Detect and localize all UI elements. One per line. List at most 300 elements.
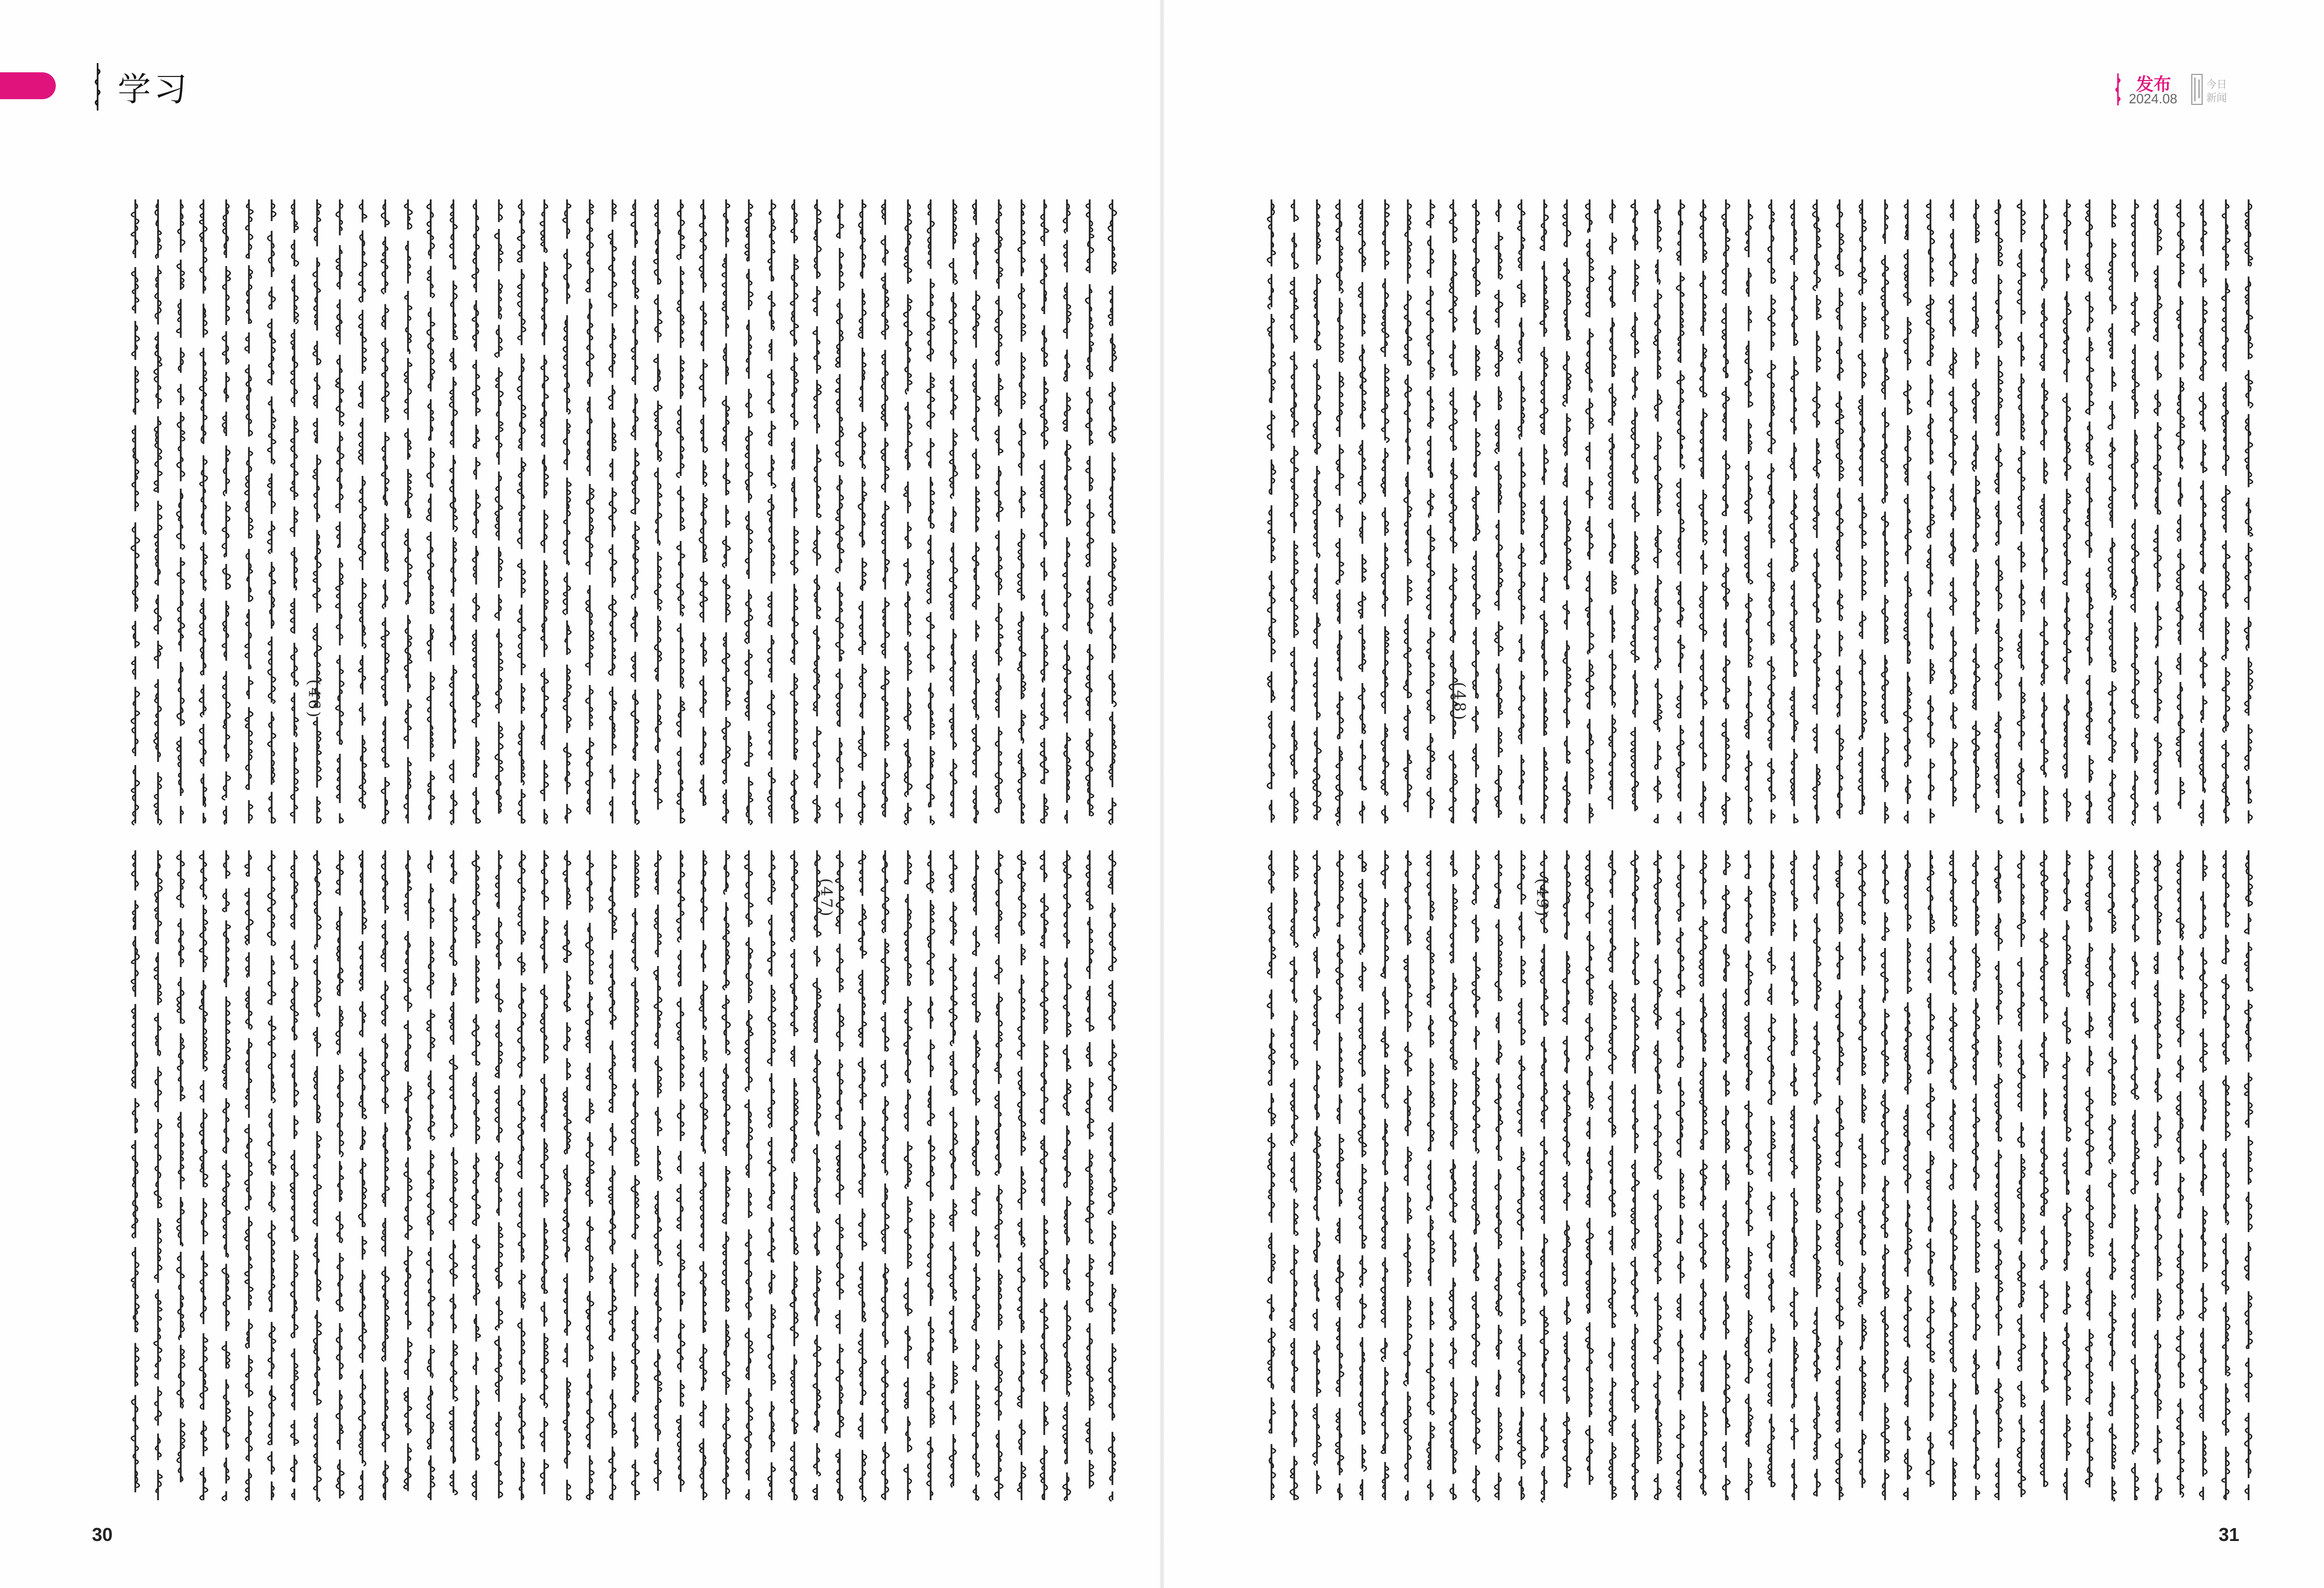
- script-word: [473, 1352, 478, 1375]
- script-word: [2222, 740, 2229, 823]
- script-word: [1722, 563, 1730, 610]
- script-word: [472, 630, 480, 727]
- script-word: [1426, 1338, 1434, 1415]
- script-word: [1862, 555, 1866, 600]
- script-word: [1041, 199, 1048, 246]
- script-word: [2018, 332, 2024, 366]
- script-word: [1699, 490, 1707, 545]
- script-word: [791, 353, 798, 430]
- script-word: [1022, 944, 1025, 965]
- script-word: [1040, 377, 1048, 449]
- script-word: [2249, 1136, 2253, 1185]
- script-word: [1723, 850, 1730, 875]
- script-word: [1995, 711, 2001, 798]
- script-word: [587, 299, 594, 387]
- script-word: [1381, 850, 1388, 889]
- script-word: [814, 444, 821, 518]
- script-word: [1540, 1306, 1548, 1404]
- script-word: [928, 1039, 934, 1077]
- script-word: [681, 355, 684, 399]
- script-word: [1950, 578, 1956, 616]
- script-word: [1926, 1151, 1934, 1232]
- script-word: [858, 289, 866, 339]
- paragraph-marker-47: (47): [817, 878, 835, 918]
- script-word: [1654, 1100, 1662, 1180]
- script-word: [723, 458, 730, 495]
- script-word: [1518, 199, 1525, 271]
- script-word: [2201, 1206, 2207, 1272]
- script-word: [2245, 414, 2253, 488]
- script-word: [2064, 850, 2070, 911]
- script-word: [1521, 814, 1525, 824]
- script-word: [2041, 1226, 2047, 1270]
- script-word: [2200, 1029, 2207, 1073]
- script-word: [2109, 1381, 2114, 1416]
- script-word: [404, 1157, 412, 1240]
- script-word: [1267, 902, 1275, 978]
- script-word: [1041, 1298, 1048, 1392]
- script-word: [1700, 850, 1707, 909]
- script-word: [1337, 850, 1343, 927]
- script-word: [2131, 1204, 2139, 1299]
- script-word: [541, 668, 548, 750]
- script-word: [724, 850, 729, 895]
- script-word: [1790, 687, 1798, 742]
- script-word: [881, 1060, 887, 1087]
- script-word: [1336, 444, 1343, 496]
- script-word: [1404, 1234, 1411, 1287]
- script-word: [1450, 1337, 1456, 1369]
- script-word: [837, 199, 843, 239]
- script-word: [791, 1441, 797, 1500]
- script-word: [1086, 499, 1094, 567]
- script-word: [1563, 258, 1571, 340]
- script-word: [1017, 1252, 1025, 1333]
- script-word: [1336, 1218, 1340, 1243]
- script-word: [382, 432, 389, 506]
- script-word: [1631, 199, 1638, 251]
- script-word: [613, 417, 616, 451]
- script-word: [2085, 473, 2092, 558]
- script-word: [1086, 728, 1093, 816]
- script-word: [2222, 1233, 2229, 1294]
- script-word: [1291, 1079, 1298, 1146]
- script-word: [1723, 1160, 1730, 1190]
- script-word: [1767, 360, 1776, 454]
- script-word: [1790, 1287, 1798, 1330]
- script-word: [1563, 1412, 1571, 1488]
- script-word: [1997, 1346, 2001, 1369]
- script-word: [132, 656, 135, 679]
- script-word: [427, 266, 434, 298]
- script-word: [655, 1056, 662, 1098]
- script-word: [767, 915, 775, 977]
- script-word: [814, 946, 820, 967]
- script-word: [449, 1240, 457, 1287]
- script-word: [199, 850, 207, 899]
- script-word: [1585, 1322, 1593, 1418]
- script-word: [1768, 1359, 1771, 1407]
- script-word: [632, 1306, 639, 1402]
- script-word: [449, 1406, 456, 1464]
- script-word: [541, 985, 548, 1063]
- script-word: [450, 1294, 456, 1333]
- script-word: [1767, 558, 1775, 645]
- script-word: [1632, 491, 1639, 522]
- script-word: [609, 488, 616, 537]
- script-word: [1858, 1263, 1866, 1306]
- script-word: [2176, 377, 2185, 469]
- script-word: [1018, 1166, 1026, 1210]
- script-word: [268, 473, 275, 514]
- script-word: [2154, 525, 2161, 592]
- script-word: [677, 541, 685, 616]
- script-word: [1110, 333, 1117, 372]
- script-word: [1814, 913, 1821, 1011]
- script-word: [131, 199, 138, 258]
- script-word: [1086, 1418, 1092, 1454]
- script-word: [837, 1004, 844, 1051]
- script-word: [451, 281, 458, 340]
- script-word: [1358, 591, 1365, 619]
- script-word: [472, 1014, 480, 1065]
- script-word: [541, 760, 548, 801]
- script-word: [1609, 519, 1615, 564]
- script-word: [223, 412, 226, 437]
- script-word: [222, 601, 228, 661]
- script-word: [1678, 812, 1681, 823]
- script-word: [1497, 1040, 1502, 1065]
- script-word: [154, 416, 162, 493]
- script-word: [132, 850, 138, 891]
- script-word: [1018, 1218, 1025, 1248]
- script-word: [247, 676, 253, 699]
- script-word: [223, 1379, 230, 1450]
- script-word: [836, 1449, 842, 1501]
- script-word: [881, 501, 889, 589]
- script-word: [1495, 1073, 1503, 1161]
- script-word: [1381, 805, 1388, 823]
- script-word: [1381, 723, 1389, 796]
- script-word: [427, 1247, 435, 1338]
- script-word: [768, 1137, 776, 1211]
- left-page-upper-text: [124, 196, 1131, 827]
- script-word: [2044, 1088, 2047, 1119]
- script-word: [586, 685, 593, 730]
- script-word: [2154, 199, 2162, 255]
- script-word: [1404, 1085, 1411, 1136]
- script-word: [272, 1482, 274, 1500]
- script-word: [563, 1273, 571, 1336]
- script-word: [2222, 199, 2230, 271]
- script-word: [1426, 1160, 1432, 1210]
- script-word: [473, 737, 479, 777]
- script-word: [632, 1250, 639, 1297]
- script-word: [1586, 1147, 1592, 1208]
- script-word: [177, 1252, 184, 1340]
- script-word: [1292, 1400, 1297, 1447]
- script-word: [563, 477, 571, 565]
- script-word: [814, 1222, 820, 1256]
- script-word: [2109, 1238, 2115, 1280]
- script-word: [199, 199, 207, 293]
- script-word: [1860, 1314, 1866, 1350]
- script-word: [1882, 348, 1889, 400]
- script-word: [1517, 280, 1525, 307]
- script-word: [1404, 1296, 1412, 1386]
- script-word: [1927, 471, 1935, 538]
- script-word: [700, 774, 705, 806]
- script-word: [701, 940, 705, 972]
- script-word: [814, 380, 821, 433]
- script-word: [995, 726, 1002, 813]
- script-word: [745, 1229, 752, 1320]
- script-word: [133, 366, 138, 415]
- script-word: [1700, 1279, 1706, 1340]
- script-word: [1541, 1037, 1547, 1129]
- script-word: [2199, 800, 2203, 826]
- script-word: [1745, 886, 1752, 944]
- script-word: [1862, 1084, 1866, 1124]
- script-word: [1949, 1379, 1956, 1450]
- script-word: [427, 532, 434, 614]
- script-word: [154, 1218, 162, 1283]
- script-word: [1042, 589, 1047, 616]
- script-word: [1336, 199, 1343, 293]
- script-word: [1609, 266, 1615, 308]
- script-word: [2017, 199, 2025, 242]
- script-word: [950, 1306, 957, 1353]
- script-word: [2244, 1242, 2251, 1281]
- script-word: [814, 574, 821, 619]
- script-word: [1041, 622, 1048, 682]
- script-word: [1519, 447, 1525, 535]
- script-word: [2085, 291, 2093, 332]
- script-word: [499, 279, 503, 319]
- script-word: [837, 738, 843, 789]
- script-word: [723, 536, 730, 568]
- script-word: [904, 294, 912, 395]
- script-word: [1473, 1242, 1479, 1281]
- script-word: [1882, 850, 1889, 904]
- script-word: [427, 1150, 434, 1241]
- script-word: [1949, 528, 1955, 567]
- script-word: [1926, 199, 1934, 287]
- script-word: [1268, 1328, 1275, 1389]
- script-word: [2200, 728, 2206, 793]
- script-word: [359, 310, 366, 374]
- script-word: [1949, 1003, 1957, 1089]
- script-word: [1926, 1083, 1935, 1141]
- script-word: [678, 1151, 681, 1174]
- script-word: [1654, 289, 1661, 379]
- script-word: [359, 703, 365, 725]
- vertical-script-columns: [1260, 196, 2267, 827]
- script-word: [949, 292, 957, 369]
- script-word: [473, 490, 480, 538]
- script-word: [976, 620, 979, 642]
- script-word: [178, 199, 184, 253]
- script-word: [882, 273, 889, 340]
- script-word: [972, 1380, 980, 1477]
- script-word: [2245, 657, 2253, 715]
- script-word: [224, 1458, 229, 1484]
- script-word: [632, 521, 639, 600]
- script-word: [1951, 738, 1957, 806]
- script-word: [836, 798, 842, 823]
- script-word: [449, 665, 457, 749]
- script-word: [904, 481, 910, 513]
- script-word: [336, 850, 343, 895]
- script-word: [836, 374, 843, 466]
- script-word: [564, 971, 570, 1012]
- script-word: [336, 1323, 343, 1380]
- script-word: [768, 291, 775, 331]
- script-word: [1291, 647, 1297, 712]
- script-word: [1904, 1285, 1911, 1348]
- script-word: [2223, 1148, 2229, 1225]
- script-word: [517, 952, 525, 975]
- script-word: [858, 1262, 866, 1322]
- script-word: [336, 245, 342, 289]
- script-word: [655, 616, 662, 682]
- script-word: [268, 396, 276, 464]
- script-word: [313, 455, 321, 522]
- script-word: [1359, 1294, 1366, 1328]
- script-word: [1790, 1188, 1798, 1277]
- script-word: [1927, 375, 1933, 407]
- script-word: [1817, 331, 1820, 372]
- script-word: [563, 850, 571, 910]
- paragraph-marker-48: (48): [1450, 682, 1468, 722]
- script-word: [1859, 611, 1866, 639]
- script-word: [1337, 630, 1342, 681]
- script-word: [2017, 629, 2023, 670]
- script-word: [199, 724, 206, 766]
- script-word: [177, 557, 184, 652]
- script-word: [1700, 716, 1707, 771]
- script-word: [1608, 1081, 1615, 1138]
- script-word: [1291, 540, 1298, 637]
- script-word: [790, 949, 797, 1036]
- script-word: [1495, 520, 1502, 611]
- script-word: [1767, 1231, 1774, 1262]
- script-word: [677, 696, 684, 737]
- script-word: [1951, 702, 1957, 728]
- script-word: [1972, 644, 1980, 710]
- script-word: [1995, 913, 2002, 951]
- script-word: [2109, 239, 2116, 315]
- script-word: [291, 1348, 298, 1410]
- script-word: [1019, 352, 1026, 409]
- publication-logo-icon: [2191, 72, 2232, 106]
- script-word: [1541, 747, 1548, 823]
- script-word: [359, 1470, 363, 1500]
- script-word: [972, 1339, 979, 1372]
- script-word: [2222, 1447, 2229, 1500]
- script-word: [2245, 1358, 2252, 1402]
- script-word: [1108, 1432, 1116, 1485]
- script-word: [2178, 945, 2184, 979]
- script-word: [1904, 672, 1912, 767]
- script-word: [359, 941, 363, 991]
- script-word: [473, 593, 480, 622]
- script-word: [1792, 1337, 1798, 1409]
- script-word: [1540, 199, 1548, 251]
- script-word: [1745, 461, 1752, 524]
- script-word: [1268, 1093, 1276, 1126]
- script-word: [1405, 850, 1411, 945]
- script-word: [745, 589, 752, 644]
- script-word: [1995, 443, 2002, 494]
- script-word: [1768, 1116, 1776, 1181]
- script-word: [449, 1147, 458, 1231]
- script-word: [858, 1329, 866, 1406]
- script-word: [1972, 431, 1978, 472]
- script-word: [336, 558, 343, 646]
- script-word: [1927, 850, 1934, 934]
- script-word: [1813, 1021, 1821, 1105]
- script-word: [476, 955, 479, 1003]
- script-word: [1836, 1376, 1840, 1433]
- script-word: [2155, 1193, 2162, 1281]
- script-word: [701, 415, 708, 453]
- script-word: [1749, 419, 1752, 454]
- script-word: [723, 574, 730, 622]
- script-word: [859, 1450, 866, 1502]
- script-word: [2132, 728, 2138, 763]
- script-word: [1360, 511, 1366, 543]
- script-word: [1040, 688, 1048, 729]
- script-word: [450, 850, 457, 884]
- script-word: [677, 997, 684, 1091]
- script-word: [224, 850, 230, 879]
- script-word: [2244, 543, 2252, 610]
- script-word: [1381, 542, 1389, 616]
- script-word: [1267, 672, 1275, 703]
- script-word: [1450, 1159, 1457, 1223]
- script-word: [1359, 962, 1365, 991]
- script-word: [1745, 676, 1752, 739]
- script-word: [1086, 1254, 1094, 1313]
- script-word: [1521, 956, 1525, 987]
- script-word: [404, 931, 412, 1012]
- script-word: [723, 396, 729, 452]
- script-word: [1858, 199, 1866, 295]
- script-word: [1768, 947, 1776, 975]
- script-word: [1110, 612, 1116, 663]
- script-word: [563, 419, 570, 470]
- script-word: [1949, 294, 1955, 336]
- script-word: [1563, 600, 1569, 630]
- script-word: [1359, 1337, 1365, 1435]
- script-word: [1632, 938, 1639, 985]
- script-word: [2244, 913, 2251, 935]
- script-word: [2200, 263, 2206, 287]
- script-word: [1904, 1488, 1908, 1500]
- script-word: [1451, 850, 1457, 877]
- script-word: [949, 704, 956, 750]
- script-word: [1859, 493, 1866, 549]
- script-word: [1930, 808, 1934, 823]
- script-word: [1677, 1294, 1681, 1320]
- script-word: [1881, 511, 1888, 587]
- script-word: [2064, 199, 2070, 251]
- script-word: [995, 1340, 1002, 1421]
- script-word: [1904, 494, 1911, 564]
- script-word: [1972, 721, 1980, 813]
- script-word: [2200, 1140, 2207, 1196]
